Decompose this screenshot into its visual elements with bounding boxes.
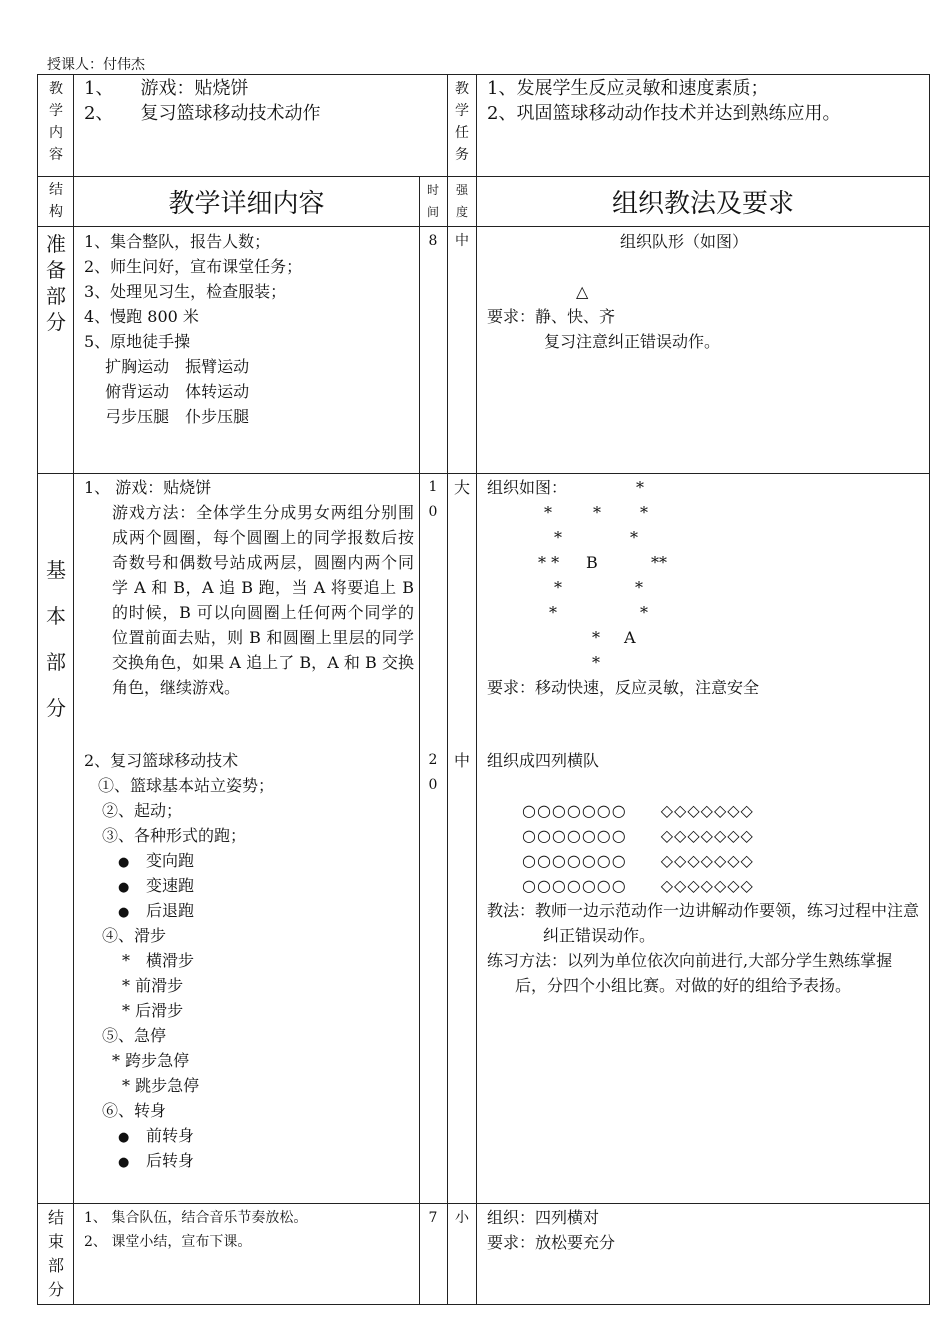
diagram-star: * — [544, 503, 552, 522]
skill-time — [424, 748, 442, 798]
org-header: 组织教法及要求 — [611, 189, 794, 219]
time-header: 时间 — [426, 183, 439, 219]
game-method: 游戏方法：全体学生分成男女两组分别围成两个圆圈，每个圆圈上的同学报数后按奇数号和偶数号站成两层，圆圈内两个同学 A 和 B，A 追 B 跑，当 A 将要追上 B 的时候，B 可以向圆圈上任何两个同学的位置前面去贴，则 B 和圆圈上里层的同学交换角色，如果 A 追上了 B，A 和 B 交换角色，继续游戏。 — [112, 503, 414, 697]
prep-label: 准备部分 — [46, 232, 66, 334]
end-items — [84, 1206, 414, 1254]
structure-header: 结构 — [49, 182, 63, 220]
teaching-method: 教法：教师一边示范动作一边讲解动作要领，练习过程中注意纠正错误动作。 — [487, 901, 920, 945]
skill-time-digit: 2 — [428, 752, 438, 768]
intensity-header: 强度 — [455, 183, 468, 219]
skill-intensity: 中 — [453, 751, 470, 770]
lesson-plan-table — [37, 74, 930, 1305]
row-divider — [38, 176, 929, 177]
task-label: 教学任务 — [455, 81, 469, 163]
skill-item: * 前滑步 — [122, 976, 184, 995]
game-time-digit: 0 — [428, 504, 438, 520]
task-items — [487, 77, 927, 127]
skill-item: ● 后退跑 — [84, 898, 414, 923]
skill-item: * 跳步急停 — [122, 1076, 200, 1095]
triangle-icon: △ — [576, 282, 589, 301]
diagram-star: * — [593, 503, 601, 522]
end-intensity: 小 — [455, 1210, 469, 1226]
skill-item: ④、滑步 — [102, 926, 167, 945]
col-divider — [73, 75, 74, 1304]
end-org: 组织：四列横对 — [487, 1208, 600, 1227]
game-time — [424, 475, 442, 525]
row-divider — [38, 1203, 929, 1204]
diagram-star: * — [554, 578, 562, 597]
prep-item: 4、慢跑 800 米 — [84, 307, 199, 326]
practice-method: 练习方法：以列为单位依次向前进行,大部分学生熟练掌握后，分四个小组比赛。对做的好的组给予表扬。 — [487, 951, 893, 995]
diagram-star: * — [630, 528, 638, 547]
prep-note: 复习注意纠正错误动作。 — [544, 332, 721, 351]
skill-title: 2、复习篮球移动技术 — [84, 751, 239, 770]
prep-item: 扩胸运动 振臂运动 — [84, 357, 250, 376]
content-items — [84, 77, 434, 127]
prep-items — [84, 229, 414, 429]
col-divider — [476, 75, 477, 1304]
skill-item: ● 后转身 — [84, 1148, 414, 1173]
prep-item: 俯背运动 体转运动 — [84, 382, 250, 401]
col-divider — [419, 176, 420, 1304]
end-item: 1、 集合队伍，结合音乐节奏放松。 — [84, 1210, 308, 1226]
diagram-star: * — [592, 653, 600, 672]
skill-time-digit: 0 — [428, 777, 438, 793]
formation-row: ○○○○○○○ ◇◇◇◇◇◇◇ — [522, 826, 754, 845]
skill-org-title: 组织成四列横队 — [487, 751, 600, 770]
formation-row: ○○○○○○○ ◇◇◇◇◇◇◇ — [522, 851, 754, 870]
teacher-label: 授课人：付伟杰 — [47, 57, 145, 73]
diagram-star: * * — [538, 553, 560, 572]
basic-label: 基本部分 — [46, 558, 66, 720]
prep-item: 1、集合整队，报告人数； — [84, 232, 271, 251]
end-label: 结束部分 — [47, 1208, 64, 1299]
row-divider — [38, 226, 929, 227]
diagram-star: * — [635, 578, 643, 597]
end-requirement: 要求：放松要充分 — [487, 1233, 616, 1252]
content-label: 教学内容 — [49, 81, 63, 163]
skill-item: * 横滑步 — [122, 951, 195, 970]
diagram-star: * — [554, 528, 562, 547]
task-item: 1、发展学生反应灵敏和速度素质； — [487, 78, 769, 99]
formation-row: ○○○○○○○ ◇◇◇◇◇◇◇ — [522, 876, 754, 895]
diagram-star: * — [640, 603, 648, 622]
col-divider — [447, 75, 448, 1304]
formation-row: ○○○○○○○ ◇◇◇◇◇◇◇ — [522, 801, 754, 820]
prep-org-title: 组织队形（如图） — [620, 232, 749, 251]
end-item: 2、 课堂小结，宣布下课。 — [84, 1234, 252, 1250]
formation — [522, 798, 754, 898]
game-title: 1、 游戏：贴烧饼 — [84, 478, 212, 497]
detail-header: 教学详细内容 — [168, 189, 325, 219]
skill-item: ②、起动； — [102, 801, 183, 820]
diagram-star: * — [592, 628, 600, 647]
prep-item: 5、原地徒手操 — [84, 332, 191, 351]
skill-item: ● 变向跑 — [84, 848, 414, 873]
game-time-digit: 1 — [428, 479, 438, 495]
game-requirement: 要求：移动快速，反应灵敏，注意安全 — [487, 678, 760, 697]
prep-time: 8 — [428, 233, 438, 249]
game-org-title: 组织如图： — [487, 478, 568, 497]
prep-item: 弓步压腿 仆步压腿 — [84, 407, 250, 426]
row-divider — [38, 473, 929, 474]
diagram-star: * — [549, 603, 557, 622]
content-item: 1、 游戏：贴烧饼 — [84, 78, 249, 99]
skill-item: ⑥、转身 — [102, 1101, 167, 1120]
game-intensity: 大 — [453, 478, 470, 497]
skill-item: ● 前转身 — [84, 1123, 414, 1148]
diagram-star: * — [640, 503, 648, 522]
prep-item: 2、师生问好，宣布课堂任务； — [84, 257, 303, 276]
diagram-star: * — [636, 478, 644, 497]
skill-item: * 跨步急停 — [112, 1051, 190, 1070]
content-item: 2、 复习篮球移动技术动作 — [84, 103, 321, 124]
diagram-player-b: B — [586, 553, 598, 572]
prep-intensity: 中 — [455, 233, 469, 249]
skill-item: ⑤、急停 — [102, 1026, 167, 1045]
prep-item: 3、处理见习生，检查服装； — [84, 282, 287, 301]
skill-item: ③、各种形式的跑； — [102, 826, 247, 845]
skill-list — [84, 773, 414, 1173]
end-time: 7 — [428, 1210, 438, 1226]
prep-requirement: 要求：静、快、齐 — [487, 307, 616, 326]
diagram-player-a: A — [624, 628, 636, 647]
skill-item: ①、篮球基本站立姿势； — [98, 776, 275, 795]
task-item: 2、巩固篮球移动动作技术并达到熟练应用。 — [487, 103, 841, 124]
skill-item: ● 变速跑 — [84, 873, 414, 898]
diagram-star: ** — [651, 553, 667, 572]
skill-item: * 后滑步 — [122, 1001, 184, 1020]
